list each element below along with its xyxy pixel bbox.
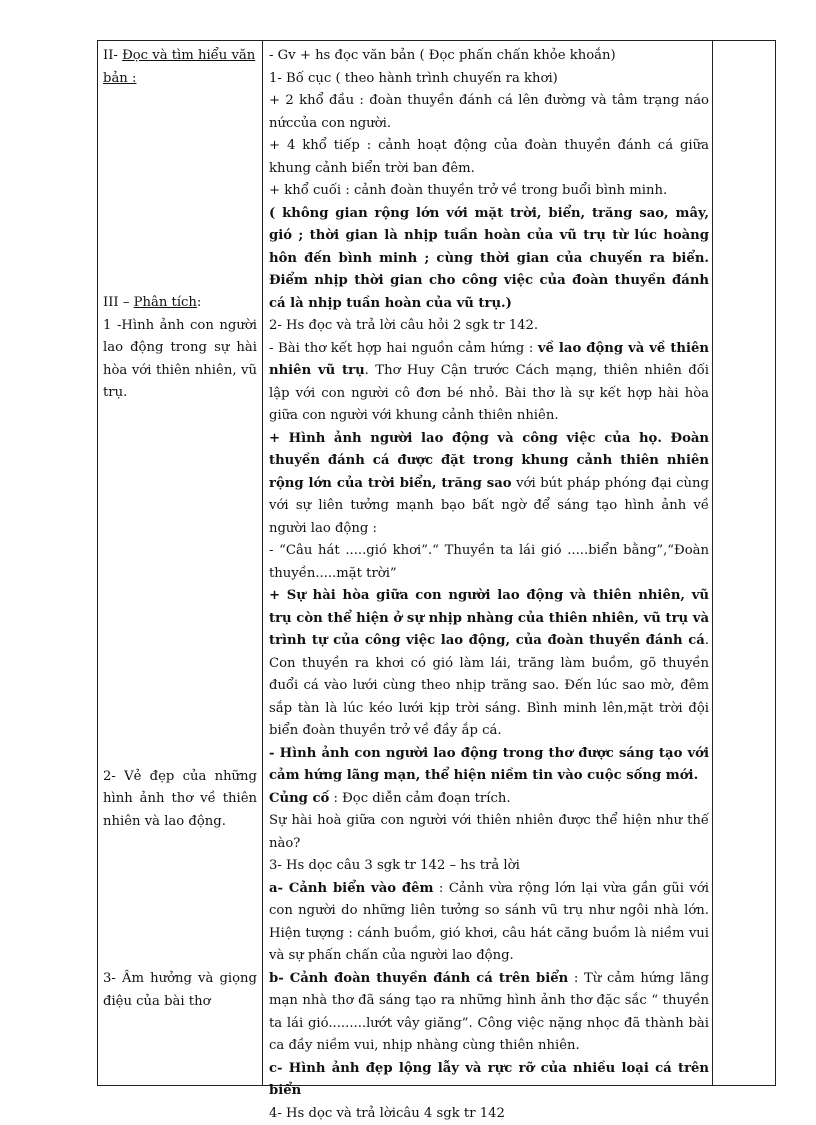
reading-note: - Gv + hs đọc văn bản ( Đọc phấn chấn khỏe khoắn) [269, 45, 709, 68]
consolidation: Củng cố : Đọc diễn cảm đoạn trích. [269, 788, 709, 811]
fish-images: c- Hình ảnh đẹp lộng lẫy và rực rỡ của nhiều loại cá trên biển [269, 1058, 709, 1103]
section-3-item-1: 1 -Hình ảnh con người lao động trong sự hài hòa với thiên nhiên, vũ trụ. [103, 315, 257, 405]
sea-at-night: a- Cảnh biển vào đêm : Cảnh vừa rộng lớn lại vừa gần gũi với con người do những liên tưởng so sánh vũ trụ như ngôi nhà lớn. Hiện tượng : cánh buồm, gió khơi, câu hát căng buồm là niềm vui và sự phấn chấn của người lao động. [269, 878, 709, 968]
section-3-heading: III – Phân tích: [103, 292, 257, 315]
fishing-fleet: b- Cảnh đoàn thuyền đánh cá trên biển : Từ cảm hứng lãng mạn nhà thơ đã sáng tạo ra những hình ảnh thơ đặc sắc “ thuyền ta lái gió.........lướt vây giăng”. Công việc nặng nhọc đã thành bài ca đầy niềm vui, nhịp nhàng cùng thiên nhiên. [269, 968, 709, 1058]
section-3-item-2: 2- Vẻ đẹp của những hình ảnh thơ về thiên nhiên và lao động. [103, 766, 257, 834]
question-3-heading: 3- Hs dọc câu 3 sgk tr 142 – hs trả lời [269, 855, 709, 878]
layout-part-2: + 4 khổ tiếp : cảnh hoạt động của đoàn thuyền đánh cá giữa khung cảnh biển trời ban đêm. [269, 135, 709, 180]
consolidation-question: Sự hài hoà giữa con người với thiên nhiên được thể hiện như thế nào? [269, 810, 709, 855]
section-3-item-3: 3- Âm hưởng và giọng điệu của bài thơ [103, 968, 257, 1013]
column-divider-2 [712, 41, 713, 1085]
content-column [269, 45, 709, 1125]
space-time-note: ( không gian rộng lớn với mặt trời, biển, trăng sao, mây, gió ; thời gian là nhịp tuần hoàn của vũ trụ từ lúc hoàng hôn đến bình minh ; cùng thời gian của chuyến ra biển. Điểm nhịp thời gian cho công việc của đoàn thuyền đánh cá là nhịp tuần hoàn của vũ trụ.) [269, 203, 709, 316]
question-2-heading: 2- Hs đọc và trả lời câu hỏi 2 sgk tr 142. [269, 315, 709, 338]
quoted-verses: - “Câu hát .....gió khơi”.“ Thuyền ta lái gió .....biển bằng”,“Đoàn thuyền.....mặt trời” [269, 540, 709, 585]
topic-column [103, 45, 257, 1013]
column-divider-1 [262, 41, 263, 1085]
layout-part-1: + 2 khổ đầu : đoàn thuyền đánh cá lên đường và tâm trạng náo nứccủa con người. [269, 90, 709, 135]
layout-heading: 1- Bố cục ( theo hành trình chuyến ra khơi) [269, 68, 709, 91]
worker-image-paragraph: + Hình ảnh người lao động và công việc của họ. Đoàn thuyền đánh cá được đặt trong khung cảnh thiên nhiên rộng lớn của trời biển, trăng sao với bút pháp phóng đại cùng với sự liên tưởng mạnh bạo bất ngờ để sáng tạo hình ảnh về người lao động : [269, 428, 709, 541]
harmony-paragraph: + Sự hài hòa giữa con người lao động và thiên nhiên, vũ trụ còn thể hiện ở sự nhịp nhàng của thiên nhiên, vũ trụ và trình tự của công việc lao động, của đoàn thuyền đánh cá. Con thuyền ra khơi có gió làm lái, trăng làm buồm, gõ thuyền đuổi cá vào lưới cùng theo nhịp trăng sao. Đến lúc sao mờ, đêm sắp tàn là lúc kéo lưới kịp trời sáng. Bình minh lên,mặt trời đội biển đoàn thuyền trở về đầy ắp cá. [269, 585, 709, 743]
section-2-heading: II- Đọc và tìm hiểu văn bản : [103, 45, 257, 90]
question-4-heading: 4- Hs dọc và trả lờicâu 4 sgk tr 142 [269, 1103, 709, 1125]
romantic-inspiration: - Hình ảnh con người lao động trong thơ được sáng tạo với cảm hứng lãng mạn, thể hiện niềm tin vào cuộc sống mới. [269, 743, 709, 788]
lesson-table [97, 40, 776, 1086]
layout-part-3: + khổ cuối : cảnh đoàn thuyền trở về trong buổi bình minh. [269, 180, 709, 203]
inspiration-paragraph: - Bài thơ kết hợp hai nguồn cảm hứng : về lao động và về thiên nhiên vũ trụ. Thơ Huy Cận trước Cách mạng, thiên nhiên đối lập với con người cô đơn bé nhỏ. Bài thơ là sự kết hợp hài hòa giữa con người với khung cảnh thiên nhiên. [269, 338, 709, 428]
